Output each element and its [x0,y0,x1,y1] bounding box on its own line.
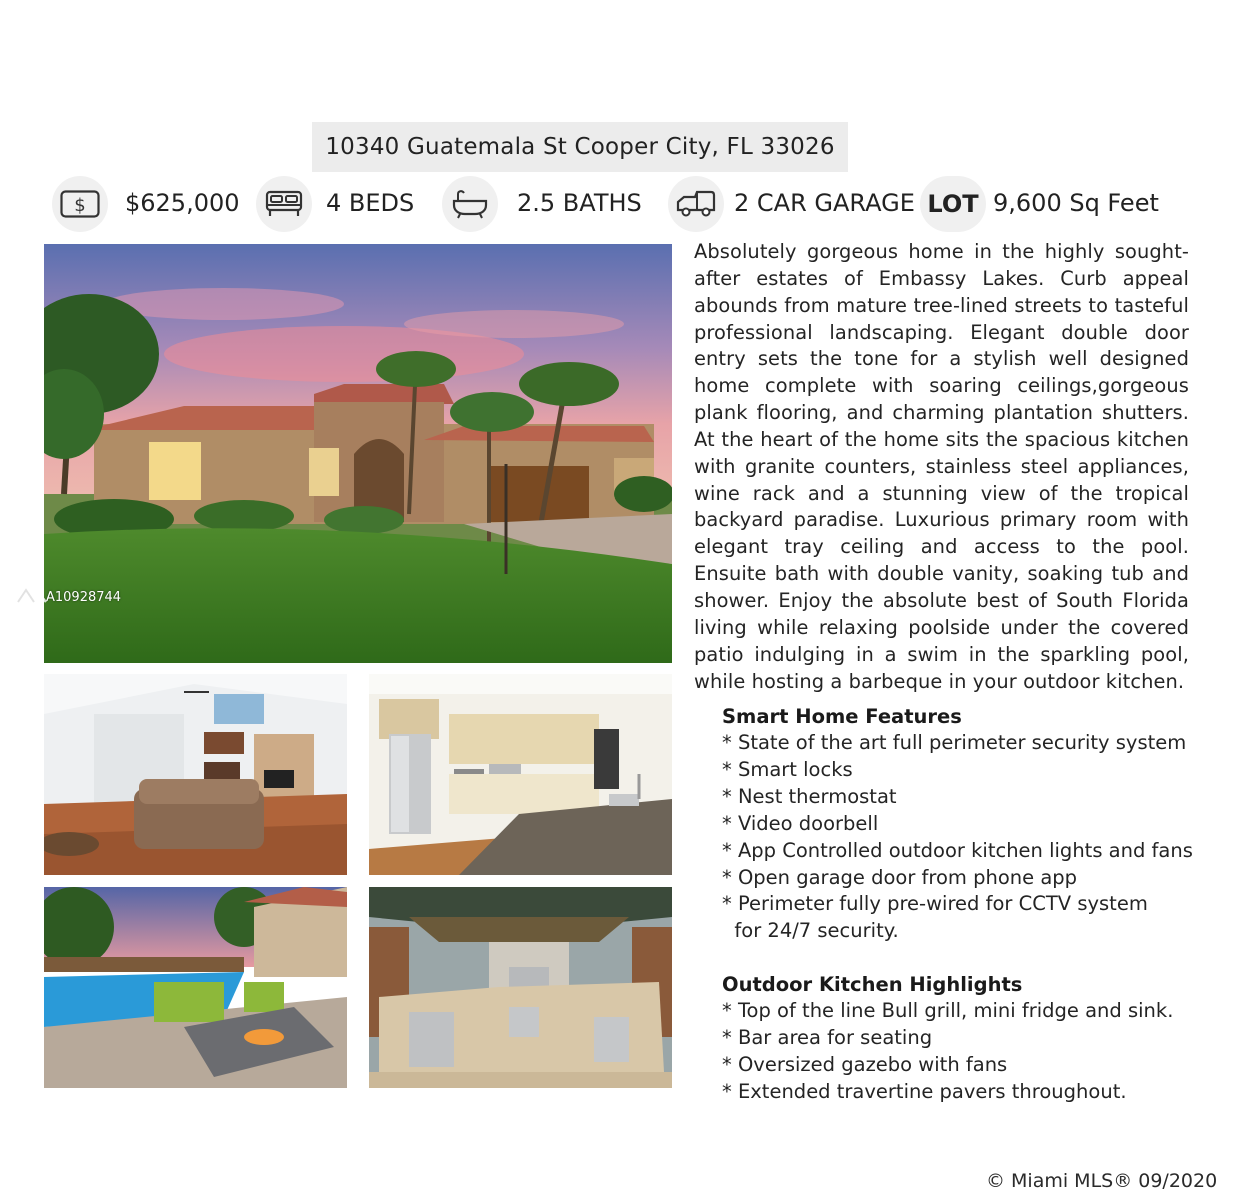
list-item: * State of the art full perimeter security system [722,731,1187,754]
smart-home-title: Smart Home Features [722,705,962,728]
listing-stats-bar [0,176,1244,232]
lot-size-value: 9,600 Sq Feet [993,189,1159,217]
outdoor-kitchen-photo [369,887,672,1088]
list-item: for 24/7 security. [722,919,899,943]
list-item: * Top of the line Bull grill, mini fridge and sink. [722,999,1174,1022]
price-value: $625,000 [125,189,240,217]
mls-watermark-logo [4,572,50,616]
house-front-photo [44,244,672,663]
bed-icon [256,176,312,232]
smart-home-list [722,730,1222,945]
list-item: * Nest thermostat [722,784,897,808]
dollar-icon [52,176,108,232]
list-item: * App Controlled outdoor kitchen lights and fans [722,838,1193,862]
outdoor-kitchen-title: Outdoor Kitchen Highlights [722,973,1023,996]
lot-label: LOT [927,190,979,218]
address-text: 10340 Guatemala St Cooper City, FL 33026 [325,134,835,160]
bathtub-icon [442,176,498,232]
svg-text:$: $ [74,195,86,216]
kitchen-photo [369,674,672,875]
living-room-photo [44,674,347,875]
list-item: * Open garage door from phone app [722,865,1078,889]
address-banner [312,122,848,172]
copyright-footer: © Miami MLS® 09/2020 [986,1170,1218,1192]
garage-car-icon [668,176,724,232]
baths-value: 2.5 BATHS [517,189,642,217]
pool-patio-photo [44,887,347,1088]
beds-value: 4 BEDS [326,189,415,217]
outdoor-kitchen-highlights [722,971,1222,1106]
list-item: * Perimeter fully pre-wired for CCTV system [722,892,1148,916]
garage-value: 2 CAR GARAGE [734,189,915,217]
mls-number-watermark: A10928744 [46,590,122,605]
lot-badge [920,176,986,232]
property-description: Absolutely gorgeous home in the highly sought-after estates of Embassy Lakes. Curb appeal abounds from mature tree-lined streets to tasteful professional landscaping. Elegant double door entry sets the tone for a stylish well designed home complete with soaring ceilings,gorgeous plank flooring, and charming plantation shutters. At the heart of the home sits the spacious kitchen with granite counters, stainless steel appliances, wine rack and a stunning view of the tropical backyard paradise. Luxurious primary room with elegant tray ceiling and access to the pool. Ensuite bath with double vanity, soaking tub and shower. Enjoy the absolute best of South Florida living while relaxing poolside under the covered patio indulging in a swim in the sparkling pool, while hosting a barbeque in your outdoor kitchen. [694,240,1189,693]
smart-home-features [722,703,1222,945]
list-item: * Bar area for seating [722,1025,933,1049]
list-item: * Video doorbell [722,811,879,835]
outdoor-kitchen-list [722,998,1222,1106]
list-item: * Smart locks [722,757,853,781]
list-item: * Oversized gazebo with fans [722,1052,1008,1076]
list-item: * Extended travertine pavers throughout. [722,1079,1127,1103]
